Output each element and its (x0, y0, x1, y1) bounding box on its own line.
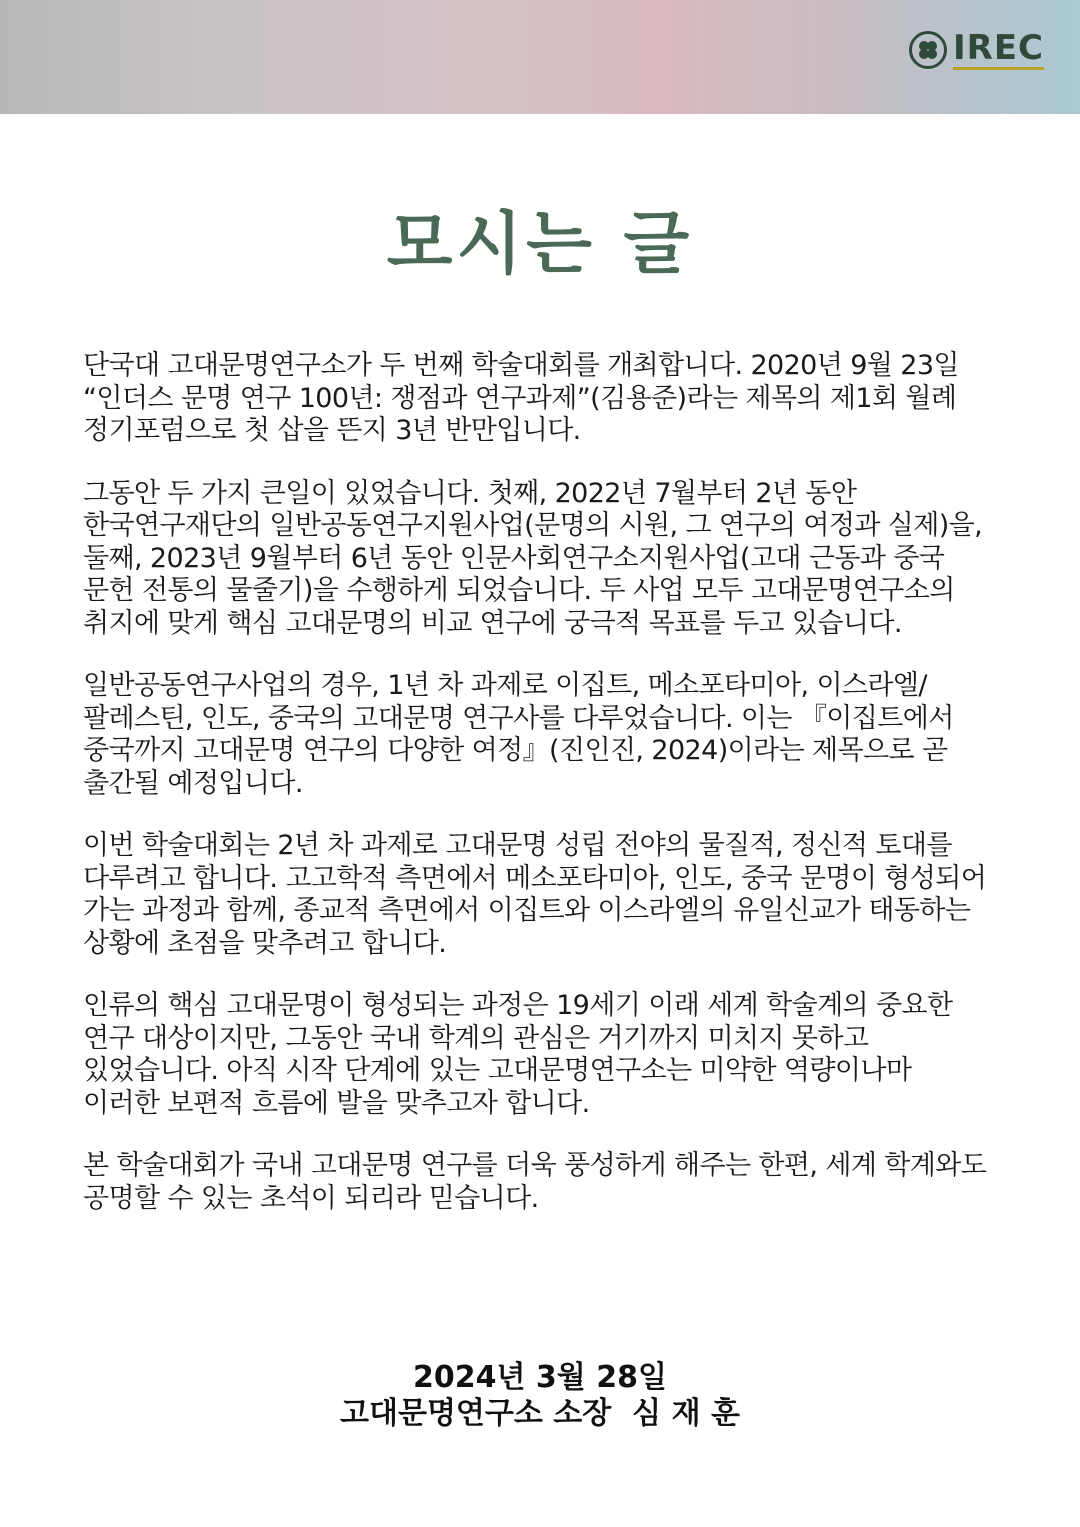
page-title: 모시는 글 (386, 205, 694, 284)
paragraph-4: 이번 학술대회는 2년 차 과제로 고대문명 성립 전야의 물질적, 정신적 토대를 다루려고 합니다. 고고학적 측면에서 메소포타미아, 인도, 중국 문명이 형성되어 가는 과정과 함께, 종교적 측면에서 이집트와 이스라엘의 유일신교가 태동하는 상황에 초점을 맞추려고 합니다. (83, 830, 987, 959)
paragraph-5: 인류의 핵심 고대문명이 형성되는 과정은 19세기 이래 세계 학술계의 중요한 연구 대상이지만, 그동안 국내 학계의 관심은 거기까지 미치지 못하고 있었습니다. 아직 시작 단계에 있는 고대문명연구소는 미약한 역량이나마 이러한 보편적 흐름에 발을 맞추고자 합니다. (83, 990, 953, 1119)
logo-text: IREC (952, 28, 1044, 68)
header-band (0, 0, 1080, 114)
irec-logo (909, 30, 1044, 70)
letter-body (83, 350, 988, 1245)
signature-date: 2024년 3월 28일 (413, 1360, 667, 1395)
paragraph-1: 단국대 고대문명연구소가 두 번째 학술대회를 개최합니다. 2020년 9월 23일 “인더스 문명 연구 100년: 쟁점과 연구과제”(김용준)라는 제목의 제1회 월례 정기포럼으로 첫 삽을 뜬지 3년 반만입니다. (83, 350, 959, 446)
irec-logo-icon (909, 31, 947, 69)
paragraph-6: 본 학술대회가 국내 고대문명 연구를 더욱 풍성하게 해주는 한편, 세계 학계와도 공명할 수 있는 초석이 되리라 믿습니다. (83, 1150, 987, 1214)
signature-block (0, 1360, 1080, 1432)
paragraph-2: 그동안 두 가지 큰일이 있었습니다. 첫째, 2022년 7월부터 2년 동안 한국연구재단의 일반공동연구지원사업(문명의 시원, 그 연구의 여정과 실제)을, 둘째, 2023년 9월부터 6년 동안 인문사회연구소지원사업(고대 근동과 중국 문헌 전통의 물줄기)을 수행하게 되었습니다. 두 사업 모두 고대문명연구소의 취지에 맞게 핵심 고대문명의 비교 연구에 궁극적 목표를 두고 있습니다. (83, 477, 983, 639)
paragraph-3: 일반공동연구사업의 경우, 1년 차 과제로 이집트, 메소포타미아, 이스라엘/팔레스틴, 인도, 중국의 고대문명 연구사를 다루었습니다. 이는 『이집트에서 중국까지 고대문명 연구의 다양한 여정』(진인진, 2024)이라는 제목으로 곧 출간될 예정입니다. (83, 670, 954, 799)
signature-name: 고대문명연구소 소장 심 재 훈 (340, 1396, 740, 1431)
